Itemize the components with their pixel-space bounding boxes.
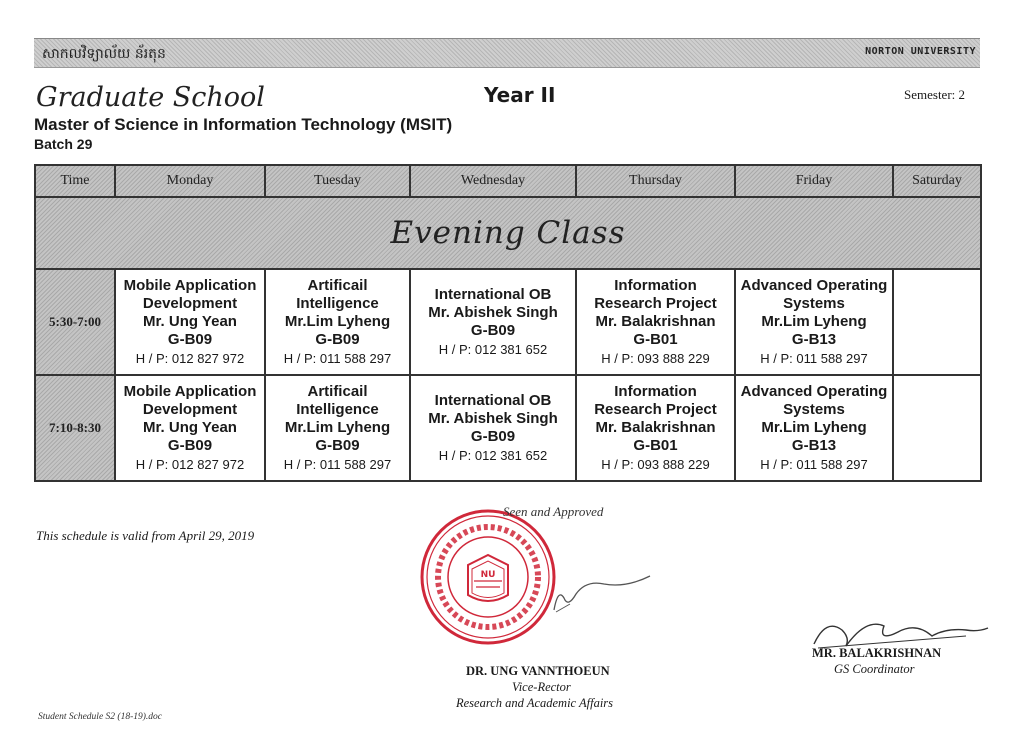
- room-code: G-B13: [791, 330, 837, 348]
- schedule-cell: [410, 269, 576, 375]
- course-name: Mobile Application Development: [123, 276, 257, 312]
- schedule-cell: [735, 375, 893, 481]
- course-name: Advanced Operating Systems: [740, 382, 888, 418]
- lecturer-name: Mr. Abishek Singh: [428, 409, 558, 427]
- banner-title: Evening Class: [390, 215, 626, 251]
- seen-and-approved: Seen and Approved: [503, 504, 604, 519]
- column-header-monday: Monday: [115, 165, 265, 197]
- room-code: G-B09: [315, 436, 360, 454]
- course-name: International OB: [434, 391, 552, 409]
- course-name: Information Research Project: [594, 382, 717, 418]
- schedule-cell: [576, 375, 735, 481]
- phone-number: H / P: 012 381 652: [438, 341, 548, 357]
- phone-number: H / P: 012 381 652: [438, 447, 548, 463]
- batch-label: Batch 29: [34, 136, 93, 152]
- lecturer-name: Mr. Balakrishnan: [595, 418, 716, 436]
- schedule-cell: [576, 269, 735, 375]
- year-label: Year II: [484, 83, 556, 107]
- column-header-thursday: Thursday: [576, 165, 735, 197]
- course-name: Artificail Intelligence: [296, 382, 379, 418]
- course-name: Mobile Application Development: [123, 382, 257, 418]
- coordinator-name: MR. BALAKRISHNAN: [812, 646, 942, 660]
- university-name: NORTON UNIVERSITY: [865, 46, 976, 57]
- schedule-cell-empty: [893, 269, 981, 375]
- university-seal-icon: [418, 507, 558, 647]
- header-row: [35, 165, 981, 197]
- phone-number: H / P: 093 888 229: [601, 350, 710, 366]
- table-row: [35, 269, 981, 375]
- column-header-saturday: Saturday: [893, 165, 981, 197]
- course-name: Advanced Operating Systems: [740, 276, 888, 312]
- column-header-time: Time: [35, 165, 115, 197]
- lecturer-name: Mr.Lim Lyheng: [761, 312, 867, 330]
- time-slot: 5:30-7:00: [35, 269, 115, 375]
- coordinator-title: GS Coordinator: [834, 662, 915, 676]
- schedule-cell: [115, 269, 265, 375]
- phone-number: H / P: 011 588 297: [283, 350, 392, 366]
- room-code: G-B09: [470, 427, 516, 445]
- schedule-cell: [410, 375, 576, 481]
- rector-signature-icon: [546, 568, 656, 618]
- phone-number: H / P: 011 588 297: [283, 456, 392, 472]
- room-code: G-B09: [470, 321, 516, 339]
- schedule-cell-empty: [893, 375, 981, 481]
- validity-note: This schedule is valid from April 29, 2019: [36, 528, 255, 543]
- rector-name: DR. UNG VANNTHOEUN: [466, 664, 610, 678]
- phone-number: H / P: 012 827 972: [135, 456, 245, 472]
- banner-row: [35, 197, 981, 269]
- room-code: G-B09: [167, 436, 213, 454]
- column-header-friday: Friday: [735, 165, 893, 197]
- semester-label: Semester: 2: [904, 87, 966, 102]
- table-row: [35, 375, 981, 481]
- column-header-wednesday: Wednesday: [410, 165, 576, 197]
- evening-class-banner: [35, 197, 981, 269]
- schedule-table: [34, 164, 982, 482]
- room-code: G-B01: [633, 330, 678, 348]
- schedule-cell: [735, 269, 893, 375]
- course-name: Information Research Project: [594, 276, 717, 312]
- document-filename: Student Schedule S2 (18-19).doc: [38, 712, 162, 722]
- svg-text:NU: NU: [480, 570, 496, 580]
- rector-department: Research and Academic Affairs: [456, 696, 614, 710]
- phone-number: H / P: 011 588 297: [760, 350, 868, 366]
- schedule-cell: [265, 375, 410, 481]
- column-header-tuesday: Tuesday: [265, 165, 410, 197]
- program-title: Master of Science in Information Technology (MSIT): [34, 115, 453, 134]
- room-code: G-B09: [315, 330, 360, 348]
- lecturer-name: Mr. Abishek Singh: [428, 303, 558, 321]
- lecturer-name: Mr.Lim Lyheng: [284, 312, 391, 330]
- lecturer-name: Mr.Lim Lyheng: [761, 418, 867, 436]
- time-slot: 7:10-8:30: [35, 375, 115, 481]
- schedule-cell: [265, 269, 410, 375]
- rector-title: Vice-Rector: [512, 680, 571, 694]
- room-code: G-B13: [791, 436, 837, 454]
- course-name: Artificail Intelligence: [296, 276, 379, 312]
- lecturer-name: Mr. Balakrishnan: [595, 312, 716, 330]
- school-title: Graduate School: [36, 82, 265, 113]
- lecturer-name: Mr. Ung Yean: [143, 312, 237, 330]
- lecturer-name: Mr. Ung Yean: [143, 418, 237, 436]
- khmer-university-name: សាកលវិទ្យាល័យ ន័រតុន: [42, 46, 166, 62]
- phone-number: H / P: 012 827 972: [135, 350, 245, 366]
- schedule-cell: [115, 375, 265, 481]
- lecturer-name: Mr.Lim Lyheng: [284, 418, 391, 436]
- room-code: G-B09: [167, 330, 213, 348]
- course-name: International OB: [434, 285, 552, 303]
- phone-number: H / P: 093 888 229: [601, 456, 710, 472]
- letterhead-bar: [34, 38, 980, 68]
- phone-number: H / P: 011 588 297: [760, 456, 868, 472]
- room-code: G-B01: [633, 436, 678, 454]
